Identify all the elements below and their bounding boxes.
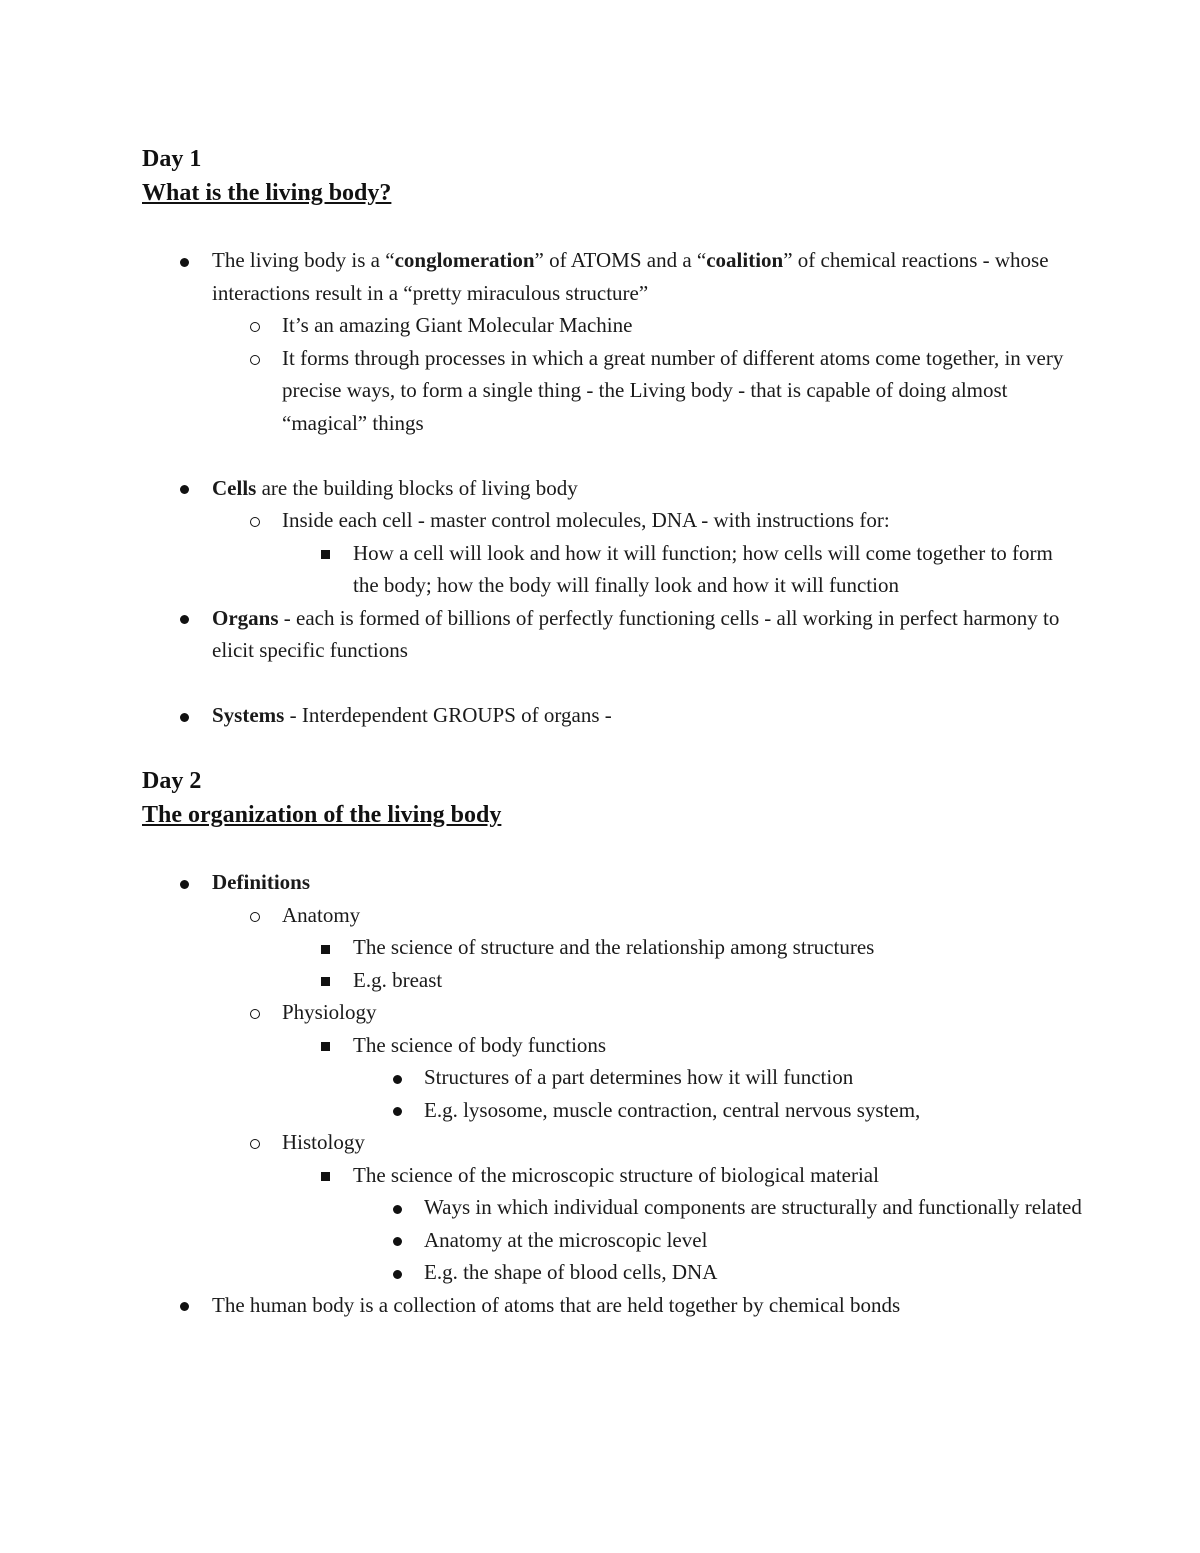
list-item: Systems - Interdependent GROUPS of organs - (142, 699, 1082, 732)
list-item: It forms through processes in which a great number of different atoms come together, in very precise ways, to form a single thing - the Living body - that is capable of doing almost “magical” things (142, 342, 1082, 440)
document-page (142, 142, 1082, 1321)
list-item: Inside each cell - master control molecules, DNA - with instructions for: (142, 504, 1082, 537)
list-item: Definitions (142, 866, 1082, 899)
day1-list (142, 244, 1082, 439)
list-item: Ways in which individual components are structurally and functionally related (142, 1191, 1082, 1224)
list-item: Anatomy at the microscopic level (142, 1224, 1082, 1257)
bullet-ring-icon (245, 309, 265, 342)
list-item: The science of the microscopic structure of biological material (142, 1159, 1082, 1192)
list-item: How a cell will look and how it will function; how cells will come together to form the body; how the body will finally look and how it will function (142, 537, 1082, 602)
list-item: E.g. the shape of blood cells, DNA (142, 1256, 1082, 1289)
bullet-dot-icon (174, 1289, 194, 1322)
list-item: Cells are the building blocks of living body (142, 472, 1082, 505)
list-item: Physiology (142, 996, 1082, 1029)
bullet-ring-icon (245, 899, 265, 932)
bullet-dot-icon (174, 472, 194, 505)
bullet-dot-icon (387, 1094, 407, 1127)
bullet-ring-icon (245, 504, 265, 537)
bullet-dot-icon (387, 1061, 407, 1094)
bullet-dot-icon (174, 866, 194, 899)
list-item: Structures of a part determines how it will function (142, 1061, 1082, 1094)
list-item: E.g. breast (142, 964, 1082, 997)
bullet-dot-icon (387, 1256, 407, 1289)
list-item: It’s an amazing Giant Molecular Machine (142, 309, 1082, 342)
list-item: Organs - each is formed of billions of perfectly functioning cells - all working in perfect harmony to elicit specific functions (142, 602, 1082, 667)
list-item: Histology (142, 1126, 1082, 1159)
bullet-square-icon (315, 1159, 335, 1192)
bullet-dot-icon (174, 244, 194, 277)
list-item: The science of structure and the relationship among structures (142, 931, 1082, 964)
bullet-ring-icon (245, 1126, 265, 1159)
bullet-dot-icon (174, 602, 194, 635)
bullet-square-icon (315, 537, 335, 570)
bullet-ring-icon (245, 342, 265, 375)
day2-heading: Day 2 (142, 768, 202, 794)
day1-list-3 (142, 699, 1082, 732)
day1-heading: Day 1 (142, 146, 202, 172)
bullet-square-icon (315, 931, 335, 964)
day2-list (142, 866, 1082, 1321)
bullet-ring-icon (245, 996, 265, 1029)
bullet-dot-icon (387, 1224, 407, 1257)
day1-list-2 (142, 472, 1082, 667)
list-item: Anatomy (142, 899, 1082, 932)
list-item: The human body is a collection of atoms that are held together by chemical bonds (142, 1289, 1082, 1322)
day1-section-title: What is the living body? (142, 180, 392, 206)
list-item: The living body is a “conglomeration” of ATOMS and a “coalition” of chemical reactions - whose interactions result in a “pretty miraculous structure” (142, 244, 1082, 309)
list-item: The science of body functions (142, 1029, 1082, 1062)
day2-section-title: The organization of the living body (142, 802, 502, 828)
bullet-square-icon (315, 964, 335, 997)
bullet-dot-icon (387, 1191, 407, 1224)
bullet-square-icon (315, 1029, 335, 1062)
bullet-dot-icon (174, 699, 194, 732)
list-item: E.g. lysosome, muscle contraction, central nervous system, (142, 1094, 1082, 1127)
